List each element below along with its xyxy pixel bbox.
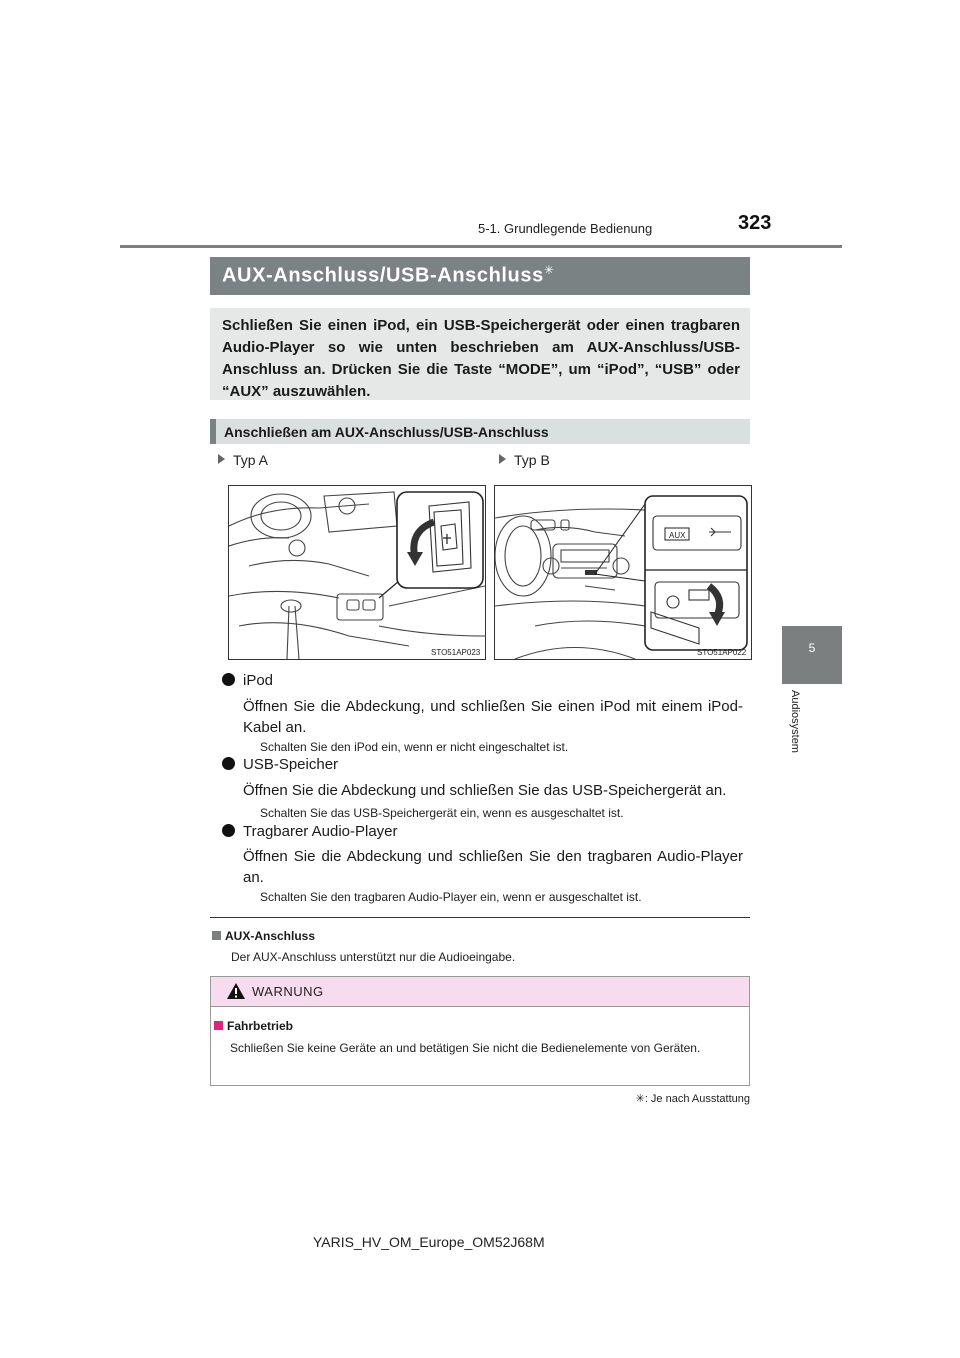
figure-a-illustration xyxy=(229,486,485,659)
item-text: Öffnen Sie die Abdeckung und schließen Sie den tragbaren Audio-Player an. xyxy=(243,848,743,886)
aux-text: Der AUX-Anschluss unterstützt nur die Audioeingabe. xyxy=(231,950,516,964)
warning-icon xyxy=(226,982,246,1000)
item-note: Schalten Sie das USB-Speichergerät ein, wenn es ausgeschaltet ist. xyxy=(260,806,624,820)
title-asterisk: ✳ xyxy=(543,263,555,277)
figure-type-b xyxy=(494,485,752,660)
bullet-icon xyxy=(222,824,235,837)
item-title: Tragbarer Audio-Player xyxy=(222,823,398,840)
triangle-icon xyxy=(499,454,506,464)
square-bullet-icon xyxy=(214,1021,223,1030)
chapter-number: 5 xyxy=(808,641,816,655)
chapter-label: Audiosystem xyxy=(789,690,801,753)
intro-text: Schließen Sie einen iPod, ein USB-Speichergerät oder einen tragbaren Audio-Player so wie unten beschrieben am AUX-Anschluss/USB-Anschluss an. Drücken Sie die Taste “MODE”, um “iPod”, “USB” oder “AUX” auszuwählen. xyxy=(222,317,740,400)
type-b-label: Typ B xyxy=(499,452,550,468)
figure-type-a xyxy=(228,485,486,660)
figure-b-code: STO51AP022 xyxy=(697,648,747,657)
item-text: Öffnen Sie die Abdeckung, und schließen Sie einen iPod mit einem iPod-Kabel an. xyxy=(243,698,743,736)
bullet-icon xyxy=(222,673,235,686)
item-note: Schalten Sie den tragbaren Audio-Player ein, wenn er ausgeschaltet ist. xyxy=(260,890,642,904)
aux-port-label: AUX xyxy=(669,531,686,540)
item-title: USB-Speicher xyxy=(222,756,338,773)
warning-label: WARNUNG xyxy=(252,984,324,999)
footnote: ✳: Je nach Ausstattung xyxy=(635,1093,750,1105)
chapter-tab xyxy=(782,626,842,684)
page-title: AUX-Anschluss/USB-Anschluss✳ xyxy=(222,263,555,287)
warning-text: Schließen Sie keine Geräte an und betätigen Sie nicht die Bedienelemente von Geräten. xyxy=(230,1041,701,1055)
warning-subheading: Fahrbetrieb xyxy=(214,1019,293,1033)
footnote-asterisk: ✳ xyxy=(635,1093,645,1105)
document-code: YARIS_HV_OM_Europe_OM52J68M xyxy=(313,1234,545,1250)
item-title: iPod xyxy=(222,672,273,689)
bullet-icon xyxy=(222,757,235,770)
figure-b-illustration xyxy=(495,486,751,659)
type-a-label: Typ A xyxy=(218,452,268,468)
subheading: Anschließen am AUX-Anschluss/USB-Anschluss xyxy=(224,424,549,440)
page-number: 323 xyxy=(738,212,772,234)
item-text: Öffnen Sie die Abdeckung und schließen Sie das USB-Speichergerät an. xyxy=(243,782,727,799)
item-note: Schalten Sie den iPod ein, wenn er nicht eingeschaltet ist. xyxy=(260,740,569,754)
aux-heading: AUX-Anschluss xyxy=(212,929,315,943)
square-bullet-icon xyxy=(212,931,221,940)
section-rule xyxy=(210,917,750,918)
triangle-icon xyxy=(218,454,225,464)
header-rule xyxy=(120,245,842,248)
figure-a-code: STO51AP023 xyxy=(431,648,481,657)
section-title: 5-1. Grundlegende Bedienung xyxy=(478,221,653,236)
